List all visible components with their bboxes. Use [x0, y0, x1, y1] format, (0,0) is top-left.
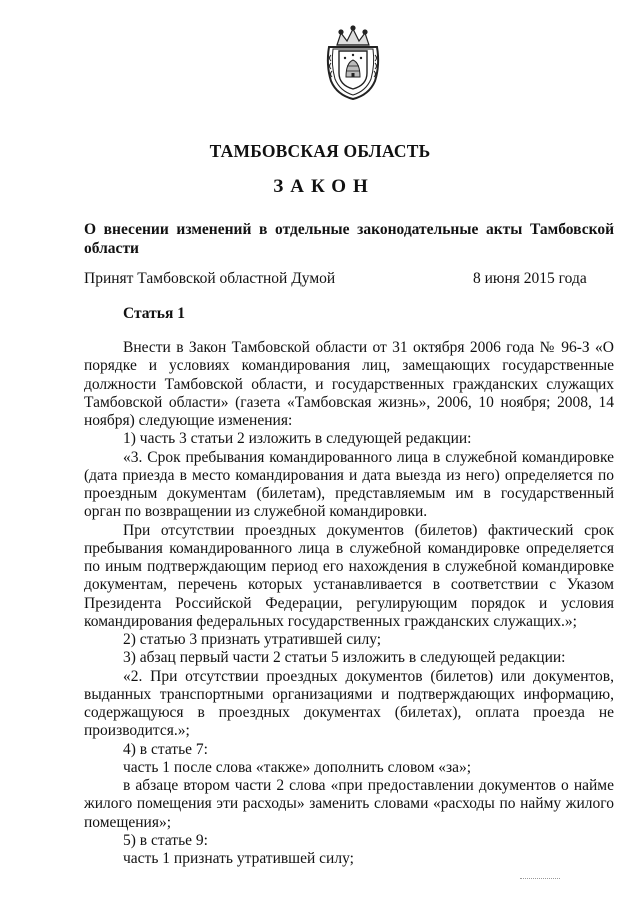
- paragraph: Внести в Закон Тамбовской области от 31 октября 2006 года № 96-З «О порядке и условиях командирования лиц, замещающих государственные должности Тамбовской области, и государственных гражданских служащих Тамбовской области» (газета «Тамбовская жизнь», 2006, 10 ноября; 2008, 14 ноября) следующие изменения:: [84, 339, 614, 429]
- paragraph: в абзаце втором части 2 слова «при предоставлении документов о найме жилого помещения эти расходы» заменить словами «расходы по найму жилого помещения»;: [84, 777, 614, 831]
- law-subject: О внесении изменений в отдельные законодательные акты Тамбовской области: [84, 221, 614, 257]
- article-title: Статья 1: [123, 305, 185, 322]
- adopted-date: 8 июня 2015 года: [473, 270, 587, 287]
- region-title: ТАМБОВСКАЯ ОБЛАСТЬ: [209, 141, 431, 161]
- paragraph: 3) абзац первый части 2 статьи 5 изложить в следующей редакции:: [123, 649, 566, 667]
- scan-artifact: [520, 878, 560, 880]
- document-type-title: ЗАКОН: [273, 176, 375, 197]
- paragraph: часть 1 признать утратившей силу;: [123, 850, 354, 867]
- paragraph: 4) в статье 7:: [123, 740, 208, 758]
- paragraph: «2. При отсутствии проездных документов (билетов) или документов, выданных транспортными организациями и подтверждающих информацию, содержащуюся в проездных документах (билетах), оплата проезда не производится.»;: [84, 667, 614, 740]
- adopted-by: Принят Тамбовской областной Думой: [84, 270, 336, 287]
- paragraph: «3. Срок пребывания командированного лица в служебной командировке (дата приезда в место командирования и дата выезда из него) определяется по проездным документам (билетам), представляемым им в государственный орган по возвращении из служебной командировки.: [84, 448, 614, 521]
- paragraph: 5) в статье 9:: [123, 831, 208, 849]
- paragraph: часть 1 после слова «также» дополнить словом «за»;: [123, 758, 472, 776]
- paragraph: При отсутствии проездных документов (билетов) фактический срок пребывания командированного лица в служебной командировке определяется по иным подтверждающим период его нахождения в служебной командировке документам, перечень которых устанавливается в соответствии с Указом Президента Российской Федерации, регулирующим порядок и условия командирования федеральных государственных гражданских служащих.»;: [84, 521, 614, 630]
- article-body: [84, 339, 614, 868]
- paragraph: 1) часть 3 статьи 2 изложить в следующей редакции:: [123, 430, 472, 448]
- coat-of-arms-icon: [323, 25, 383, 101]
- paragraph: 2) статью 3 признать утратившей силу;: [123, 631, 382, 648]
